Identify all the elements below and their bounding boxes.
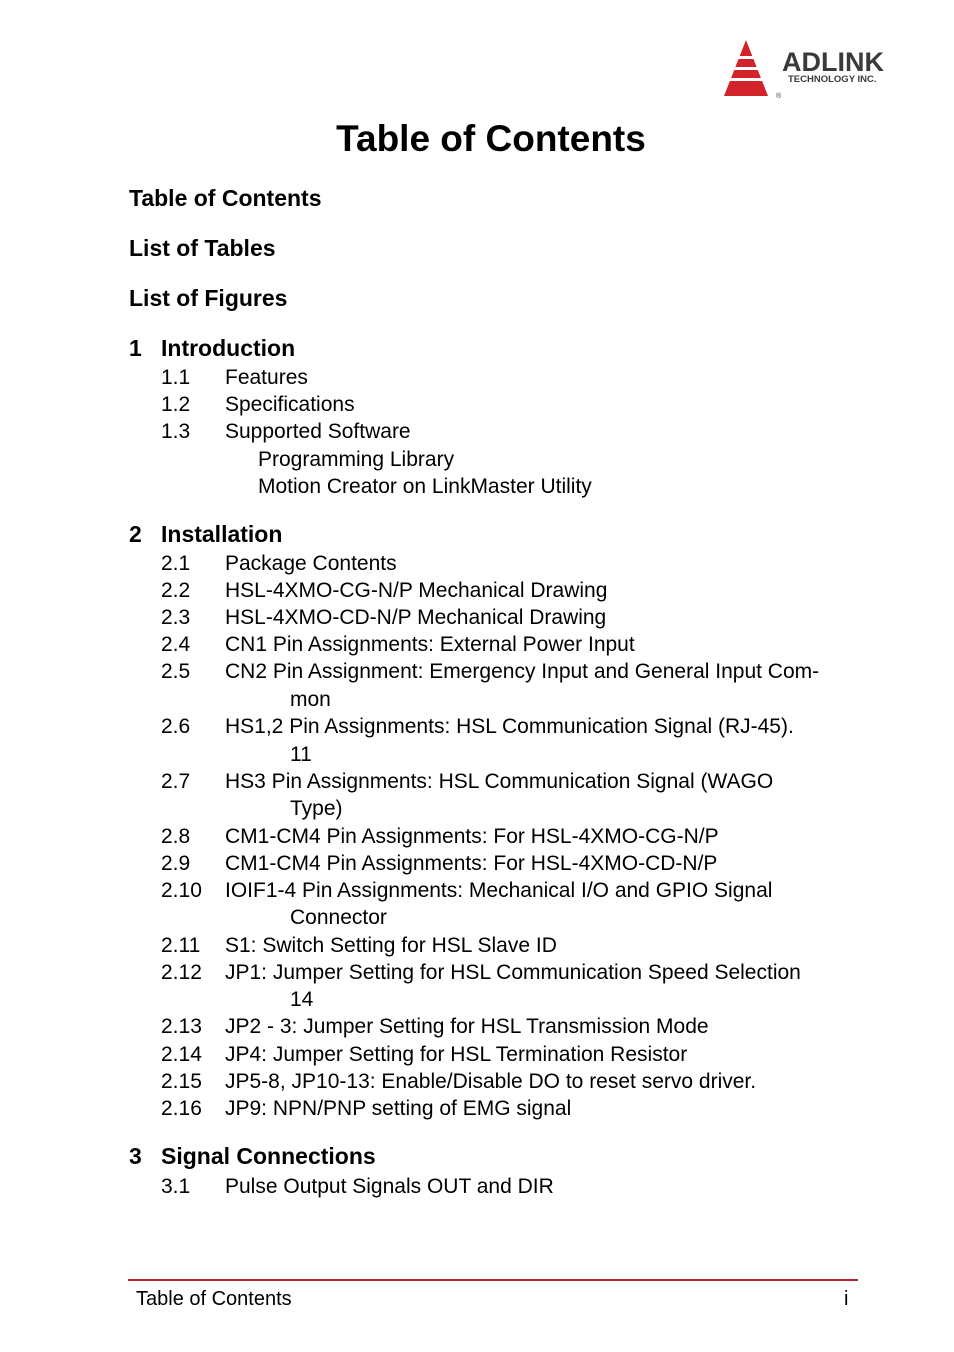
toc-entry-title-continued: mon	[290, 688, 331, 711]
toc-entry-number: 1	[129, 335, 142, 361]
logo-mark-icon	[722, 40, 770, 96]
toc-entry-number: 2.1	[161, 552, 191, 575]
toc-entry-title: Supported Software	[225, 420, 411, 443]
logo-subtitle: TECHNOLOGY INC.	[788, 74, 877, 85]
adlink-logo	[722, 38, 912, 100]
toc-entry-number: 1.1	[161, 366, 191, 389]
toc-entry-number: 2.2	[161, 579, 191, 602]
toc-entry-title: Table of Contents	[129, 185, 322, 211]
toc-entry-title: Introduction	[161, 335, 296, 361]
toc-entry-title: Programming Library	[258, 448, 455, 471]
toc-entry-title: CN1 Pin Assignments: External Power Input	[225, 633, 635, 656]
toc-entry-title: Package Contents	[225, 552, 397, 575]
logo-registered-mark: ®	[776, 93, 782, 100]
toc-entry-title: JP2 - 3: Jumper Setting for HSL Transmission Mode	[225, 1015, 709, 1038]
toc-entry-title: List of Tables	[129, 235, 276, 261]
toc-entry-number: 2.15	[161, 1070, 202, 1093]
toc-entry-title: JP5-8, JP10-13: Enable/Disable DO to reset servo driver.	[225, 1070, 757, 1093]
toc-entry-title: Pulse Output Signals OUT and DIR	[225, 1175, 554, 1198]
toc-entry-title: Signal Connections	[161, 1143, 376, 1169]
toc-entry-number: 2.12	[161, 961, 202, 984]
footer-rule	[128, 1279, 858, 1281]
toc-entry-number: 2.3	[161, 606, 191, 629]
toc-entry-number: 2	[129, 521, 142, 547]
toc-entry-number: 2.10	[161, 879, 202, 902]
toc-entry-number: 2.14	[161, 1043, 202, 1066]
toc-entry-number: 2.6	[161, 715, 191, 738]
toc-entry-title: JP1: Jumper Setting for HSL Communication Speed Selection	[225, 961, 801, 984]
toc-entry-number: 2.5	[161, 660, 191, 683]
toc-entry-title: Specifications	[225, 393, 355, 416]
page-title: Table of Contents	[336, 118, 646, 159]
toc-entry-number: 2.16	[161, 1097, 202, 1120]
toc-entry-number: 2.13	[161, 1015, 202, 1038]
toc-entry-title: HS3 Pin Assignments: HSL Communication Signal (WAGO	[225, 770, 774, 793]
toc-entry-title: JP4: Jumper Setting for HSL Termination Resistor	[225, 1043, 688, 1066]
toc-entry-title: CN2 Pin Assignment: Emergency Input and General Input Com-	[225, 660, 820, 683]
toc-entry-title-continued: Connector	[290, 906, 387, 929]
toc-entry-title: Features	[225, 366, 308, 389]
toc-entry-title: CM1-CM4 Pin Assignments: For HSL-4XMO-CG-N/P	[225, 825, 719, 848]
toc-entry-number: 2.11	[161, 934, 201, 957]
toc-entry-title: HSL-4XMO-CD-N/P Mechanical Drawing	[225, 606, 607, 629]
toc-entry-title: HSL-4XMO-CG-N/P Mechanical Drawing	[225, 579, 608, 602]
toc-entry-title: JP9: NPN/PNP setting of EMG signal	[225, 1097, 572, 1120]
toc-entry-number: 2.8	[161, 825, 191, 848]
toc-entry-title-continued: 14	[290, 988, 314, 1011]
toc-entry-title: S1: Switch Setting for HSL Slave ID	[225, 934, 557, 957]
footer-title: Table of Contents	[136, 1288, 292, 1310]
toc-entry-title: HS1,2 Pin Assignments: HSL Communication Signal (RJ-45).	[225, 715, 794, 738]
toc-entry-number: 2.4	[161, 633, 191, 656]
toc-entry-number: 1.3	[161, 420, 191, 443]
toc-entry-title: CM1-CM4 Pin Assignments: For HSL-4XMO-CD-N/P	[225, 852, 718, 875]
toc-entry-title: IOIF1-4 Pin Assignments: Mechanical I/O and GPIO Signal	[225, 879, 773, 902]
toc-entry-number: 2.7	[161, 770, 191, 793]
toc-entry-title-continued: 11	[290, 743, 312, 766]
footer-page-number: i	[844, 1288, 849, 1310]
toc-entry-title: Installation	[161, 521, 283, 547]
toc-entry-title-continued: Type)	[290, 797, 343, 820]
toc-entry-title: Motion Creator on LinkMaster Utility	[258, 475, 592, 498]
toc-entry-title: List of Figures	[129, 285, 288, 311]
toc-entry-number: 2.9	[161, 852, 191, 875]
toc-entry-number: 1.2	[161, 393, 191, 416]
toc-entry-number: 3	[129, 1143, 142, 1169]
toc-entry-number: 3.1	[161, 1175, 191, 1198]
logo-name: ADLINK	[782, 47, 884, 77]
